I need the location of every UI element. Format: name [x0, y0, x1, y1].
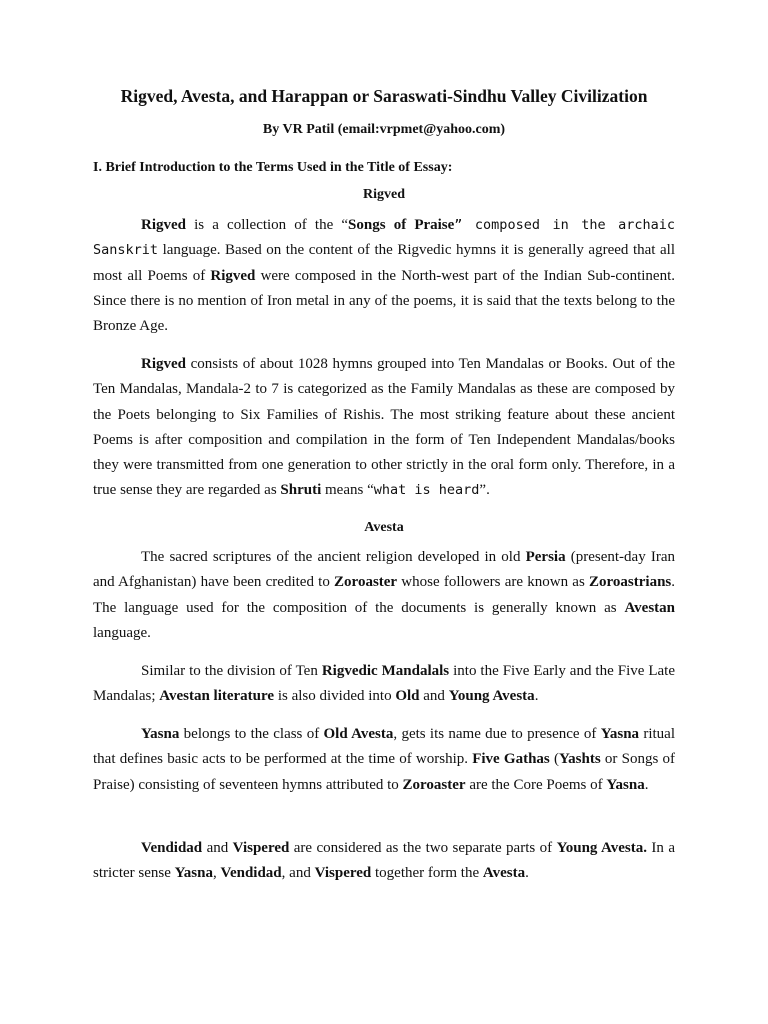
- text-span: together form the: [371, 865, 483, 882]
- text-span: are considered as the two separate parts of: [289, 840, 557, 856]
- text-span: Vispered: [232, 840, 290, 856]
- text-span: whose followers are known as: [397, 574, 590, 591]
- text-span: (present-day Iran and Afghanistan) have been credited to: [93, 549, 675, 591]
- text-span: is also divided into: [274, 688, 396, 705]
- text-span: Yasna: [174, 865, 213, 882]
- text-span: Vispered: [314, 865, 372, 882]
- text-span: Vendidad: [220, 865, 282, 882]
- text-span: are the Core Poems of: [465, 776, 607, 793]
- avesta-heading: Avesta: [364, 520, 404, 535]
- text-span: Yasna: [141, 726, 180, 742]
- text-span: or Songs of Praise) consisting of seventeen hymns attributed to: [93, 751, 675, 793]
- text-span: Yashts: [558, 751, 601, 768]
- text-span: , and: [281, 865, 315, 882]
- text-span: language. Based on the content of the Rigvedic hymns it is generally agreed that all most all Poems of: [93, 242, 675, 284]
- rigved-heading: Rigved: [363, 187, 405, 202]
- text-span: Similar to the division of Ten: [141, 663, 322, 679]
- text-span: Avestan: [624, 599, 675, 616]
- text-span: Yasna: [600, 726, 640, 742]
- text-span: Zoroaster: [334, 574, 398, 591]
- text-span: Zoroaster: [402, 776, 466, 793]
- text-span: .: [525, 865, 529, 882]
- text-span: and: [202, 840, 233, 856]
- text-span: Young Avesta.: [556, 840, 647, 856]
- text-span: Rigved: [141, 217, 186, 233]
- author-line: By VR Patil (email:vrpmet@yahoo.com): [262, 122, 506, 137]
- text-span: Vendidad: [141, 840, 203, 856]
- text-span: Yasna: [606, 776, 645, 793]
- text-span: ,: [213, 865, 221, 882]
- paragraph-rigved-mandalas: [93, 352, 675, 504]
- text-span: In a stricter sense: [93, 840, 675, 882]
- paragraph-young-avesta: [93, 836, 675, 887]
- text-span: means “: [321, 482, 374, 499]
- text-span: and: [419, 688, 449, 705]
- text-span: were composed in the North-west part of the Indian Sub-continent. Since there is no mention of Iron metal in any of the poems, it is said that the texts belong to the Bronze Age.: [93, 267, 675, 335]
- paragraph-avesta-division: [93, 659, 675, 710]
- text-span: Avesta: [482, 865, 526, 882]
- paragraph-avesta-intro: [93, 545, 675, 646]
- text-span: is a collection of the “: [186, 217, 349, 233]
- text-span: belongs to the class of: [179, 726, 324, 742]
- text-span: , gets its name due to presence of: [393, 726, 601, 742]
- text-span: ”.: [479, 482, 490, 499]
- text-span: ” composed in the archaic Sanskrit: [93, 217, 675, 259]
- text-span: language.: [93, 624, 151, 641]
- text-span: Rigvedic Mandalals: [321, 663, 450, 679]
- text-span: The sacred scriptures of the ancient religion developed in old: [141, 549, 526, 565]
- text-span: Rigved: [141, 356, 186, 372]
- text-span: what is heard: [373, 482, 480, 499]
- text-span: ritual that defines basic acts to be performed at the time of worship.: [93, 726, 676, 768]
- text-span: Avestan literature: [159, 688, 275, 705]
- text-span: (: [549, 751, 559, 768]
- text-span: Rigved: [210, 267, 256, 284]
- text-span: Five Gathas: [472, 751, 550, 768]
- text-span: Shruti: [280, 482, 322, 499]
- text-span: Old: [395, 688, 420, 705]
- text-span: . The language used for the composition of the documents is generally known as: [93, 574, 675, 616]
- text-span: Young Avesta: [448, 688, 535, 705]
- section-heading: I. Brief Introduction to the Terms Used in the Title of Essay:: [93, 160, 453, 175]
- text-span: consists of about 1028 hymns grouped into Ten Mandalas or Books. Out of the Ten Mandalas, Mandala-2 to 7 is categorized as the Family Mandalas as these are composed by the Poets belonging to Six Families of Rishis. The most striking feature about these ancient Poems is after composition and compilation in the form of Ten Independent Mandalas/books they were transmitted from one generation to other strictly in the oral form only. Therefore, in a true sense they are regarded as: [93, 356, 675, 499]
- text-span: Zoroastrians: [589, 574, 672, 591]
- paragraph-rigved-intro: [93, 213, 675, 339]
- text-span: Old Avesta: [323, 726, 394, 742]
- paragraph-yasna: [93, 722, 675, 798]
- text-span: .: [534, 688, 539, 705]
- text-span: Songs of Praise: [348, 217, 455, 233]
- text-span: into the Five Early and the Five Late Mandalas;: [93, 663, 676, 705]
- text-span: .: [644, 776, 649, 793]
- text-span: Persia: [525, 549, 566, 565]
- document-title: Rigved, Avesta, and Harappan or Saraswati-Sindhu Valley Civilization: [120, 86, 648, 106]
